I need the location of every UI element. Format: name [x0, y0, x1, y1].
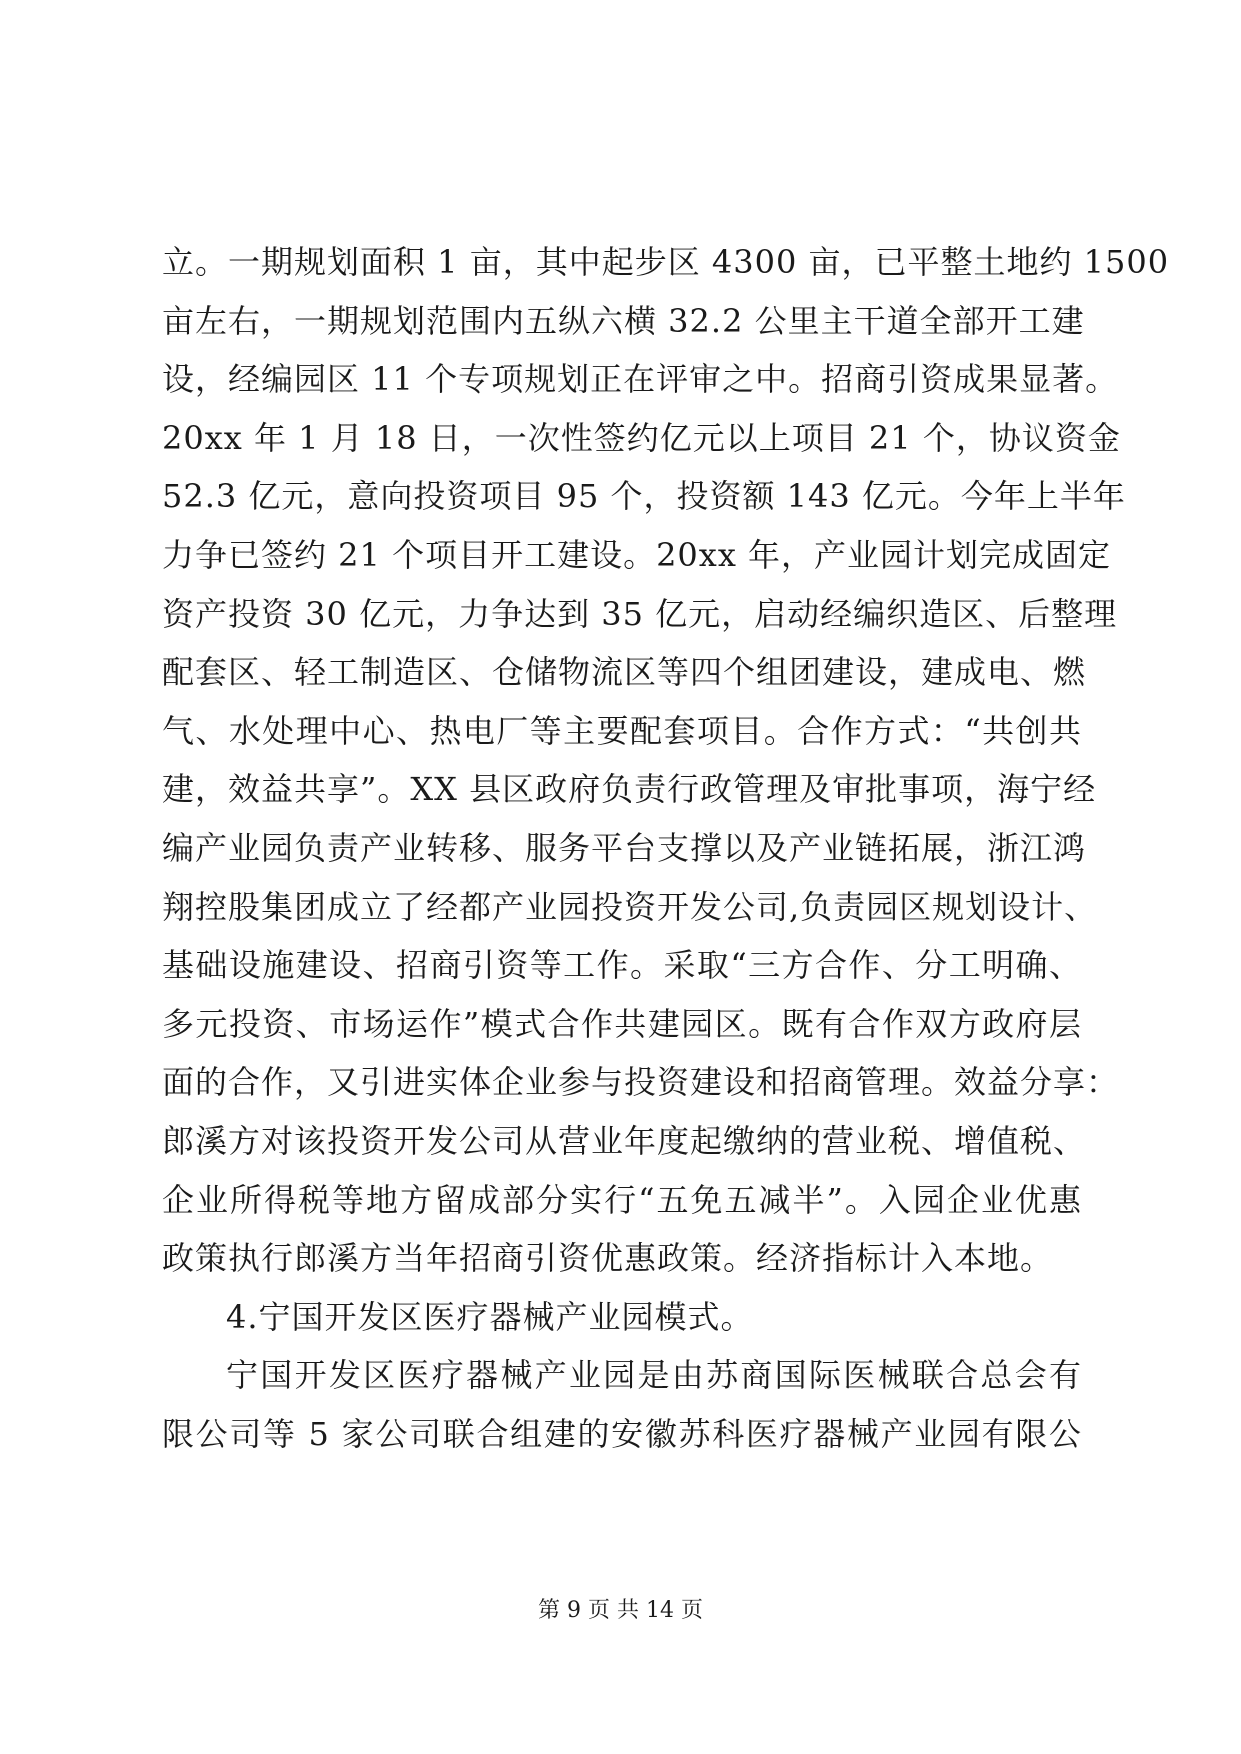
text-line: 郎溪方对该投资开发公司从营业年度起缴纳的营业税、增值税、: [162, 1121, 1087, 1160]
text-line: 立。一期规划面积 1 亩，其中起步区 4300 亩，已平整土地约 1500: [162, 243, 1170, 281]
text-line: 翔控股集团成立了经都产业园投资开发公司,负责园区规划设计、: [162, 887, 1098, 926]
section-heading: 4.宁国开发区医疗器械产业园模式。: [226, 1297, 754, 1336]
text-line: 建，效益共享”。XX 县区政府负责行政管理及审批事项，海宁经: [162, 770, 1097, 809]
text-line: 配套区、轻工制造区、仓储物流区等四个组团建设，建成电、燃: [162, 653, 1087, 692]
text-line: 面的合作，又引进实体企业参与投资建设和招商管理。效益分享：: [162, 1063, 1120, 1102]
text-line: 政策执行郎溪方当年招商引资优惠政策。经济指标计入本地。: [162, 1239, 1054, 1278]
text-line: 资产投资 30 亿元，力争达到 35 亿元，启动经编织造区、后整理: [162, 594, 1118, 633]
text-line: 限公司等 5 家公司联合组建的安徽苏科医疗器械产业园有限公: [162, 1414, 1082, 1453]
text-line: 气、水处理中心、热电厂等主要配套项目。合作方式：“共创共: [162, 711, 1082, 750]
text-line: 编产业园负责产业转移、服务平台支撑以及产业链拓展，浙江鸿: [162, 828, 1087, 867]
text-line: 力争已签约 21 个项目开工建设。20xx 年，产业园计划完成固定: [162, 535, 1112, 574]
body-text: [162, 233, 1170, 1463]
text-line: 企业所得税等地方留成部分实行“五免五减半”。入园企业优惠: [162, 1180, 1082, 1219]
text-line: 亩左右，一期规划范围内五纵六横 32.2 公里主干道全部开工建: [162, 301, 1085, 340]
text-line: 52.3 亿元，意向投资项目 95 个，投资额 143 亿元。今年上半年: [162, 477, 1126, 516]
text-line: 多元投资、市场运作”模式合作共建园区。既有合作双方政府层: [162, 1004, 1082, 1043]
text-line: 基础设施建设、招商引资等工作。采取“三方合作、分工明确、: [162, 946, 1082, 985]
text-line: 设，经编园区 11 个专项规划正在评审之中。招商引资成果显著。: [162, 360, 1119, 399]
page-number: 第 9 页 共 14 页: [538, 1598, 703, 1623]
text-line: 宁国开发区医疗器械产业园是由苏商国际医械联合总会有: [226, 1356, 1082, 1395]
text-line: 20xx 年 1 月 18 日，一次性签约亿元以上项目 21 个，协议资金: [162, 418, 1121, 457]
